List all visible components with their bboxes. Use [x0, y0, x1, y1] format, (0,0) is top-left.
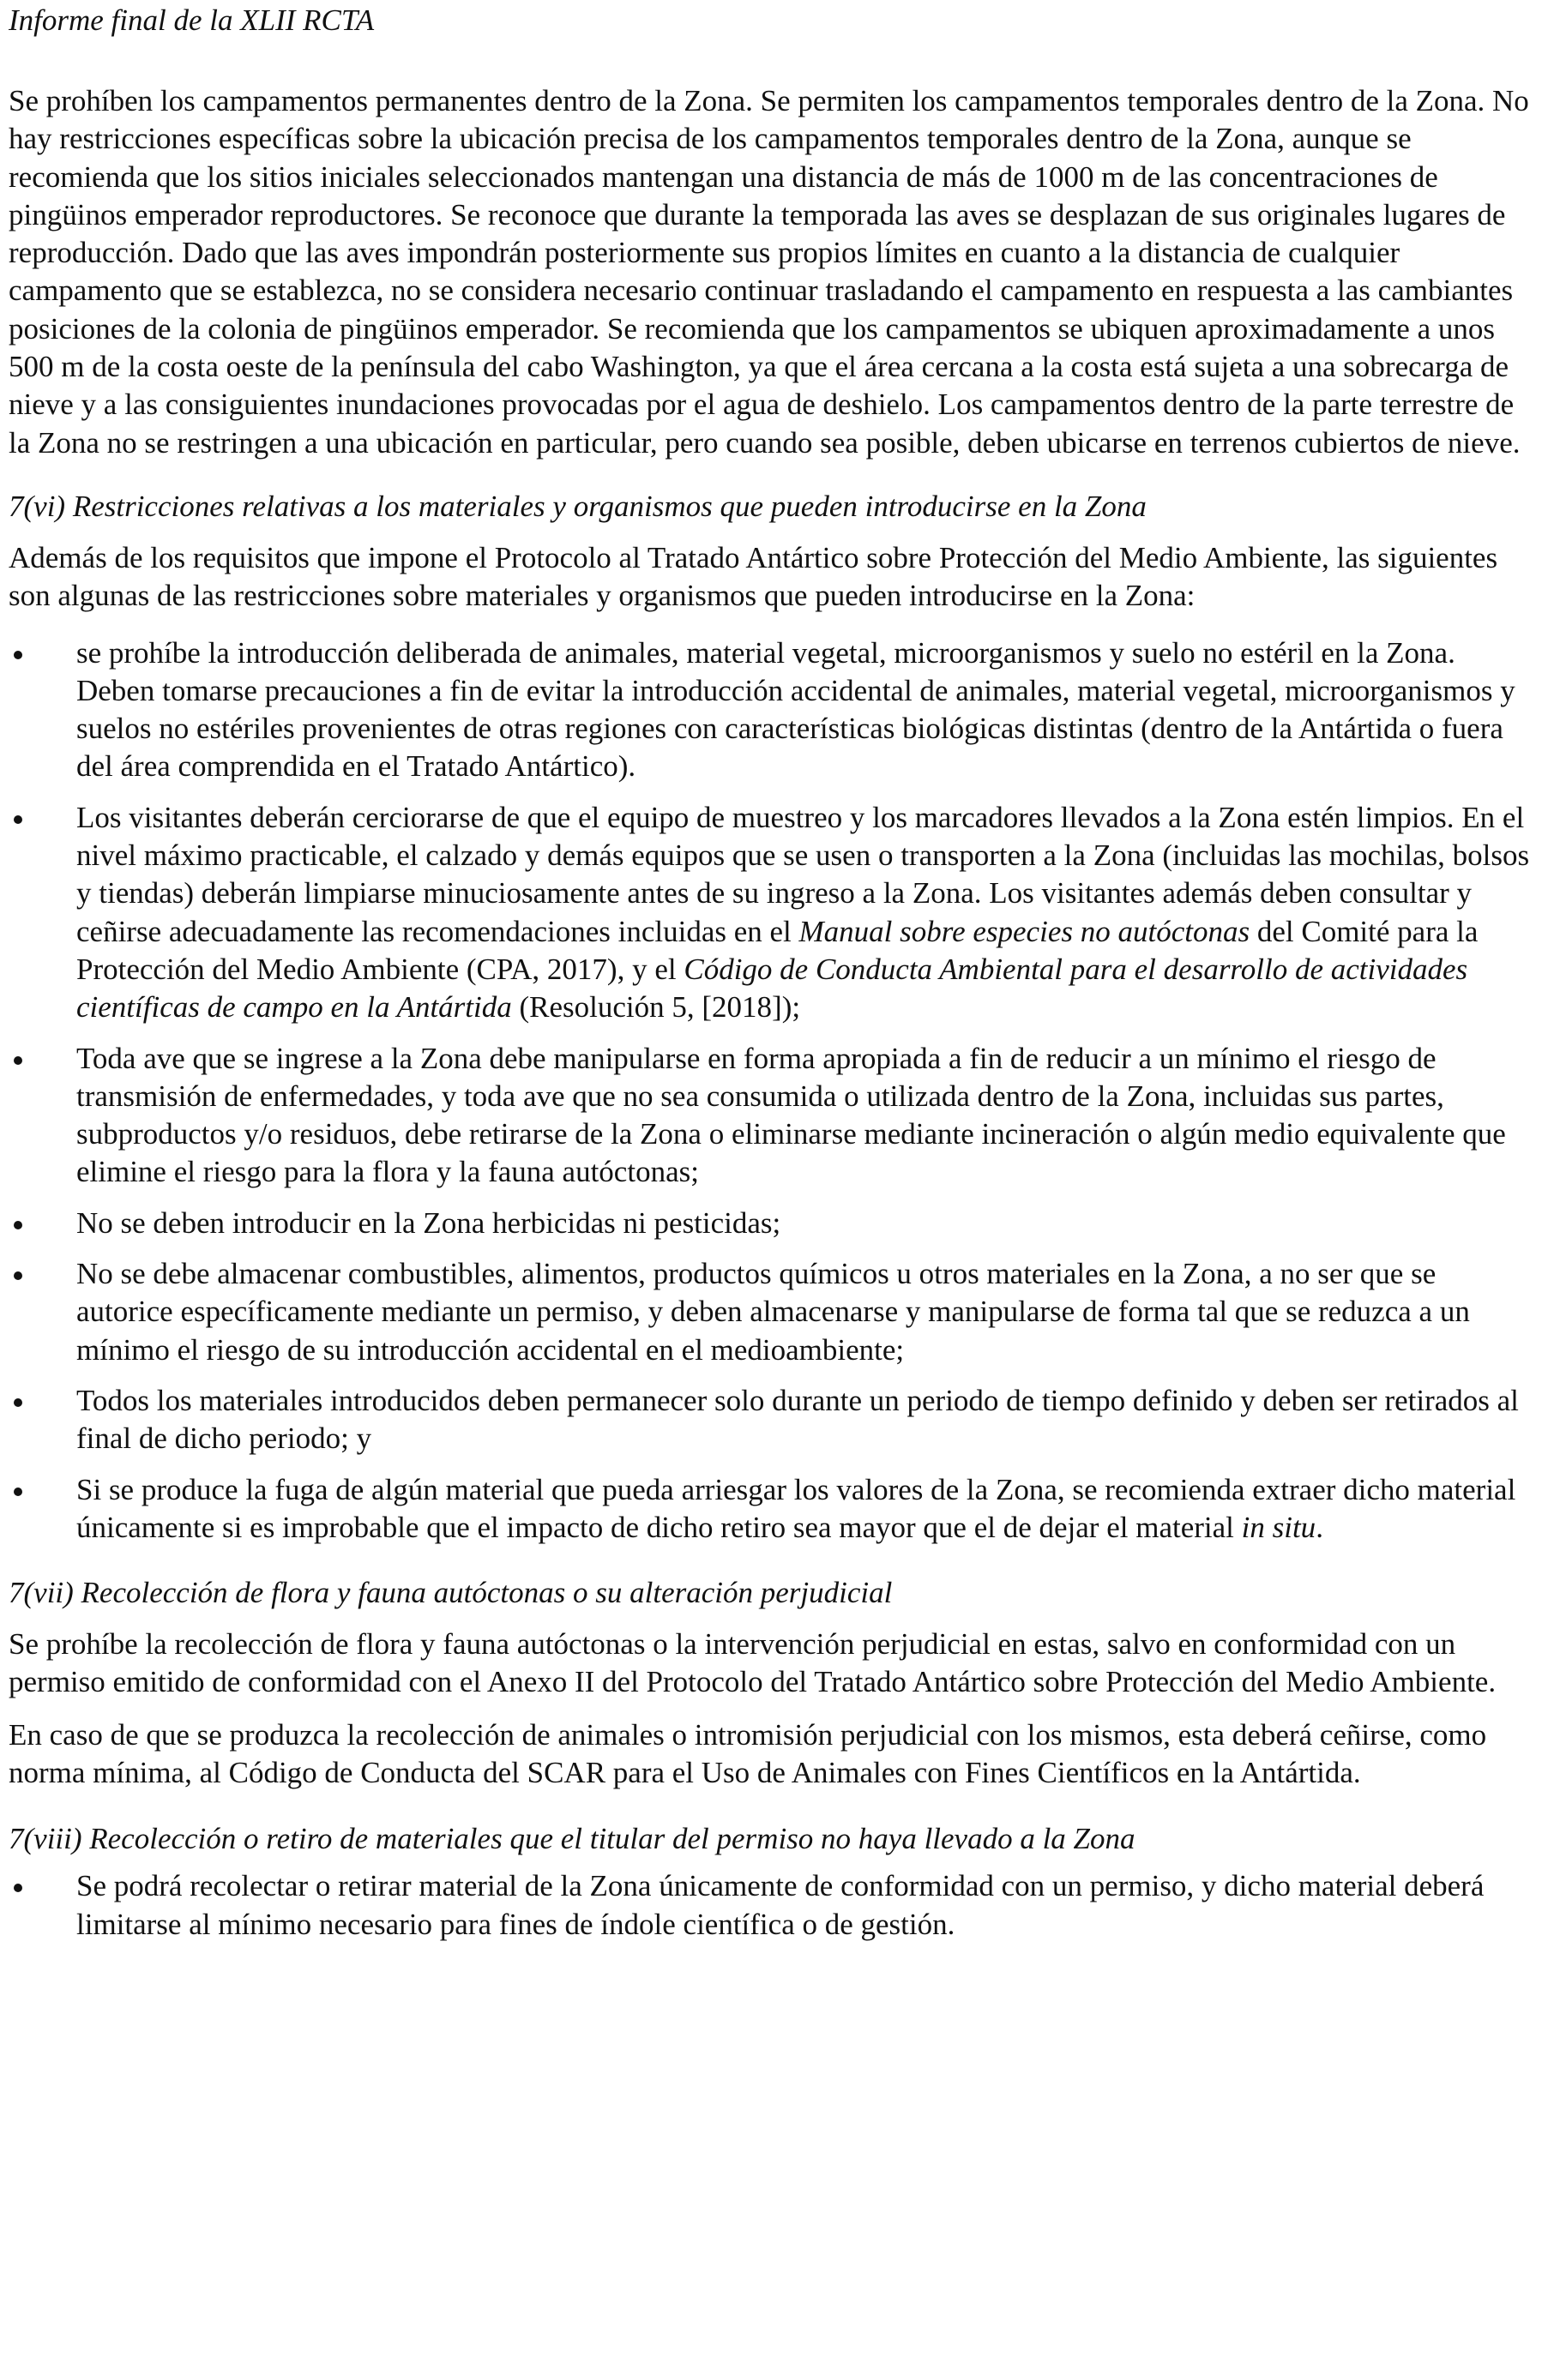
list-item	[9, 1471, 1535, 1548]
bullet-icon	[14, 1488, 22, 1496]
manual-title: Manual sobre especies no autóctonas	[798, 914, 1250, 948]
bullet-icon	[14, 1221, 22, 1229]
list-item-text: del Comité para la Protección del Medio Ambiente (CPA, 2017), y el	[76, 914, 1479, 986]
camps-paragraph: Se prohíben los campamentos permanentes dentro de la Zona. Se permiten los campamentos temporales dentro de la Zona. No hay restricciones específicas sobre la ubicación precisa de los campamentos temporales dentro de la Zona, aunque se recomienda que los sitios iniciales seleccionados mantengan una distancia de más de 1000 m de las concentraciones de pingüinos emperador reproductores. Se reconoce que durante la temporada las aves se desplazan de sus originales lugares de reproducción. Dado que las aves impondrán posteriormente sus propios límites en cuanto a la distancia de cualquier campamento que se establezca, no se considera necesario continuar trasladando el campamento en respuesta a las cambiantes posiciones de la colonia de pingüinos emperador. Se recomienda que los campamentos se ubiquen aproximadamente a unos 500 m de la costa oeste de la península del cabo Washington, ya que el área cercana a la costa está sujeta a una sobrecarga de nieve y a las consiguientes inundaciones provocadas por el agua de deshielo. Los campamentos dentro de la parte terrestre de la Zona no se restringen a una ubicación en particular, pero cuando sea posible, deben ubicarse en terrenos cubiertos de nieve.	[9, 84, 1529, 460]
list-item	[9, 1867, 1535, 1944]
bullet-icon	[14, 651, 22, 659]
list-item-text: .	[1316, 1510, 1323, 1544]
section-vii-paragraph-1: Se prohíbe la recolección de flora y fauna autóctonas o la intervención perjudicial en estas, salvo en conformidad con un permiso emitido de conformidad con el Anexo II del Protocolo del Tratado Antártico sobre Protección del Medio Ambiente.	[9, 1627, 1497, 1699]
list-item	[9, 1205, 1535, 1242]
list-item-text: No se debe almacenar combustibles, alimentos, productos químicos u otros materiales en la Zona, a no ser que se autorice específicamente mediante un permiso, y deben almacenarse y manipularse de forma tal que se reduzca a un mínimo el riesgo de su introducción accidental en el medioambiente;	[76, 1257, 1470, 1367]
section-vi-bullet-list	[9, 634, 1535, 1548]
section-vii-paragraph-2: En caso de que se produzca la recolección de animales o intromisión perjudicial con los mismos, esta deberá ceñirse, como norma mínima, al Código de Conducta del SCAR para el Uso de Animales con Fines Científicos en la Antártida.	[9, 1717, 1487, 1789]
list-item	[9, 634, 1535, 786]
section-heading-viii: 7(viii) Recolección o retiro de materiales que el titular del permiso no haya llevado a la Zona	[9, 1822, 1135, 1856]
document-page	[9, 0, 1535, 1944]
list-item-text: Si se produce la fuga de algún material que pueda arriesgar los valores de la Zona, se recomienda extraer dicho material únicamente si es improbable que el impacto de dicho retiro sea mayor que el de dejar el material	[76, 1472, 1516, 1544]
list-item	[9, 1382, 1535, 1458]
list-item	[9, 1040, 1535, 1192]
list-item-text: (Resolución 5, [2018]);	[511, 990, 801, 1025]
list-item-text: Se podrá recolectar o retirar material de la Zona únicamente de conformidad con un permiso, y dicho material deberá limitarse al mínimo necesario para fines de índole científica o de gestión.	[76, 1869, 1485, 1941]
bullet-icon	[14, 1056, 22, 1065]
bullet-icon	[14, 1398, 22, 1407]
list-item-text: se prohíbe la introducción deliberada de animales, material vegetal, microorganismos y suelo no estéril en la Zona. Deben tomarse precauciones a fin de evitar la introducción accidental de animales, material vegetal, microorganismos y suelos no estériles provenientes de otras regiones con características biológicas distintas (dentro de la Antártida o fuera del área comprendida en el Tratado Antártico).	[76, 635, 1515, 784]
bullet-icon	[14, 1884, 22, 1892]
list-item	[9, 1255, 1535, 1369]
section-vi-paragraph: Además de los requisitos que impone el Protocolo al Tratado Antártico sobre Protección del Medio Ambiente, las siguientes son algunas de las restricciones sobre materiales y organismos que pueden introducirse en la Zona:	[9, 540, 1498, 613]
section-heading-vi: 7(vi) Restricciones relativas a los materiales y organismos que pueden introducirse en la Zona	[9, 489, 1147, 523]
bullet-icon	[14, 815, 22, 824]
in-situ-term: in situ	[1241, 1510, 1316, 1544]
running-header: Informe final de la XLII RCTA	[9, 3, 375, 37]
list-item-text: Toda ave que se ingrese a la Zona debe manipularse en forma apropiada a fin de reducir a un mínimo el riesgo de transmisión de enfermedades, y toda ave que no sea consumida o utilizada dentro de la Zona, incluidas sus partes, subproductos y/o residuos, debe retirarse de la Zona o eliminarse mediante incineración o algún medio equivalente que elimine el riesgo para la flora y la fauna autóctonas;	[76, 1041, 1506, 1189]
list-item	[9, 799, 1535, 1027]
list-item-text: No se deben introducir en la Zona herbicidas ni pesticidas;	[76, 1205, 781, 1240]
bullet-icon	[14, 1271, 22, 1280]
list-item-text: Todos los materiales introducidos deben permanecer solo durante un periodo de tiempo definido y deben ser retirados al final de dicho periodo; y	[76, 1383, 1519, 1456]
list-item-text: Los visitantes deberán cerciorarse de que el equipo de muestreo y los marcadores llevados a la Zona estén limpios. En el nivel máximo practicable, el calzado y demás equipos que se usen o transporten a la Zona (incluidas las mochilas, bolsos y tiendas) deberán limpiarse minuciosamente antes de su ingreso a la Zona. Los visitantes además deben consultar y ceñirse adecuadamente las recomendaciones incluidas en el	[76, 800, 1530, 948]
code-title: Código de Conducta Ambiental para el desarrollo de actividades científicas de campo en la Antártida	[76, 952, 1468, 1025]
section-heading-vii: 7(vii) Recolección de flora y fauna autóctonas o su alteración perjudicial	[9, 1576, 893, 1610]
section-viii-bullet-list	[9, 1867, 1535, 1944]
